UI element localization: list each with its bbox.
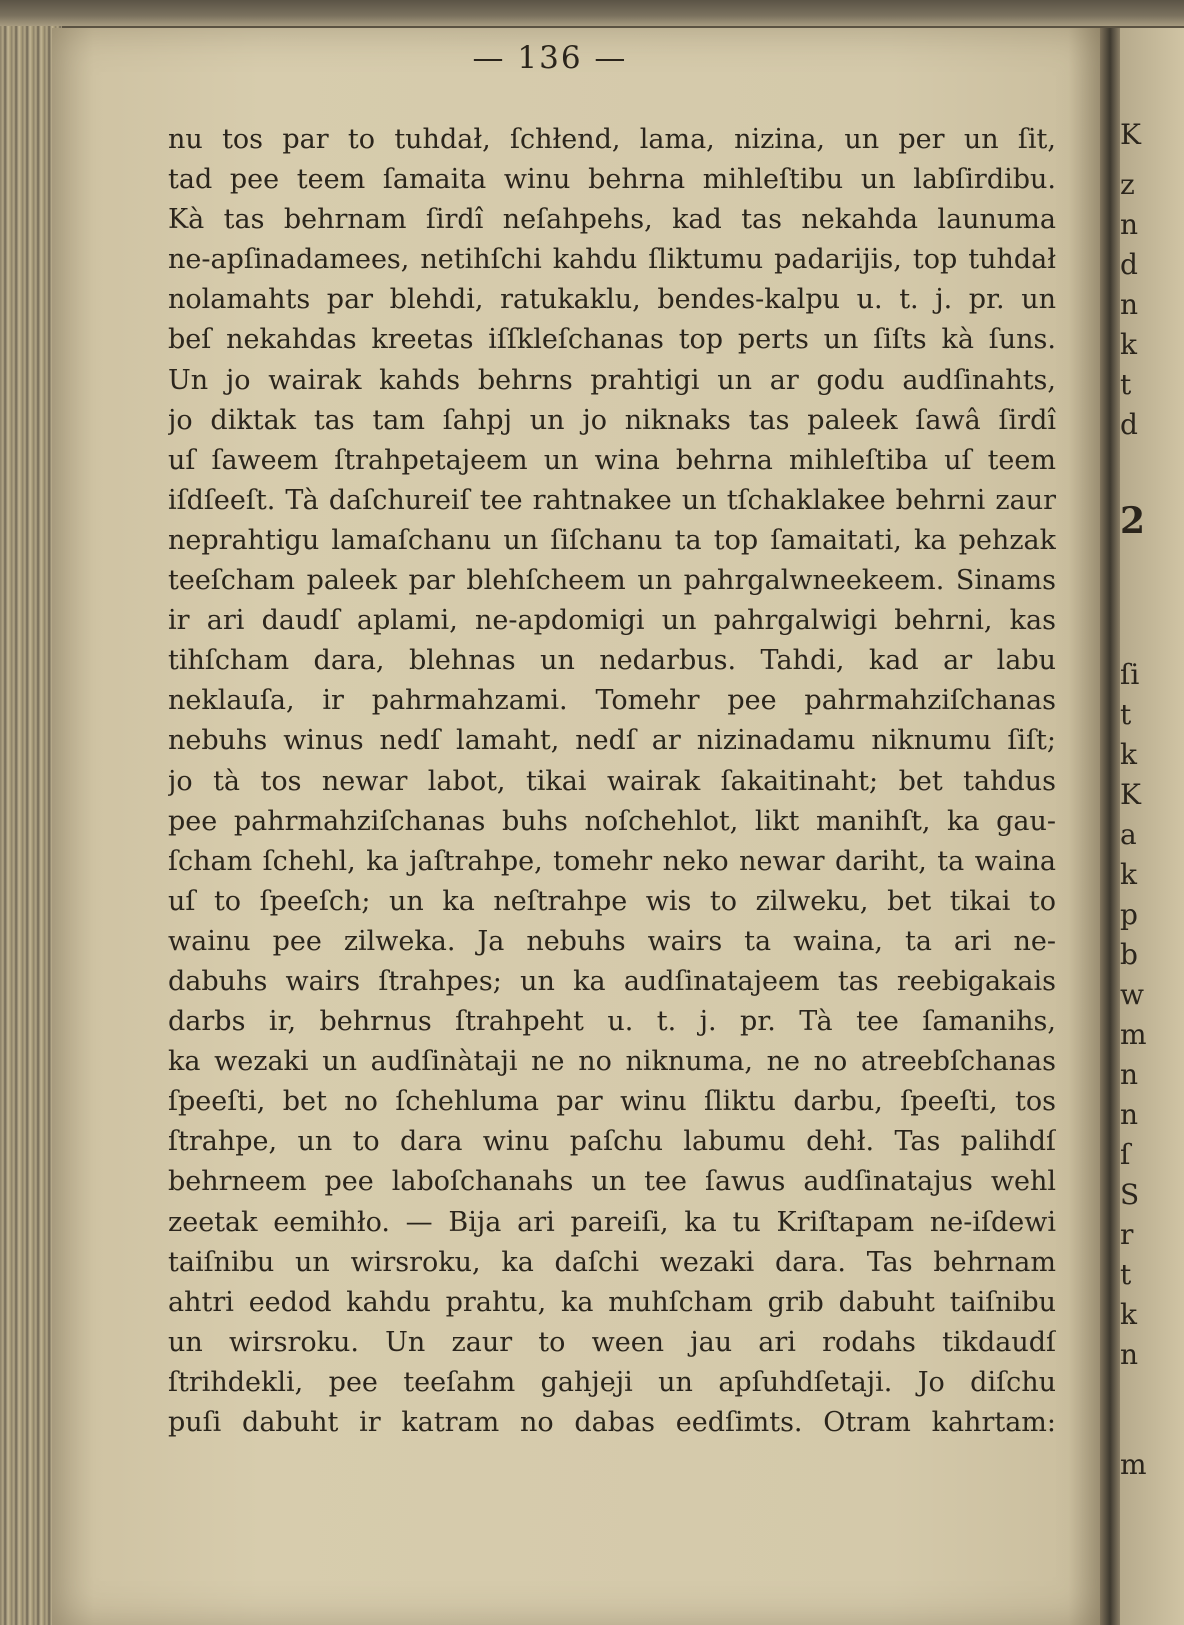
page-body-text [168, 120, 1056, 1443]
next-page-fragment: n [1120, 1058, 1139, 1091]
next-page-fragment: w [1120, 978, 1144, 1011]
text-line: ſtrahpe, un to dara winu paſchu labumu dehł. Tas palihdſ [168, 1126, 1056, 1158]
next-page-fragment: r [1120, 1218, 1134, 1251]
text-line: jo tà tos newar labot, tikai wairak ſakaitinaht; bet tahdus [168, 765, 1056, 797]
text-line: nolamahts par blehdi, ratukaklu, bendes-kalpu u. t. j. pr. un [168, 284, 1056, 316]
next-page-fragment: t [1120, 368, 1132, 401]
text-line: zeetak eemihło. — Bija ari pareiſi, ka tu Kriſtapam ne-iſdewi [168, 1206, 1056, 1238]
next-page-fragment: t [1120, 1258, 1132, 1291]
next-page-fragment: ſ [1120, 1138, 1131, 1171]
text-line: ſpeeſti, bet no ſchehluma par winu ſliktu darbu, ſpeeſti, tos [168, 1086, 1056, 1118]
next-page-fragment: t [1120, 698, 1132, 731]
next-page-fragment: S [1120, 1178, 1140, 1211]
text-line: jo diktak tas tam ſahpj un jo niknaks tas paleek ſawâ ſirdî [168, 404, 1056, 436]
text-line: tihſcham dara, blehnas un nedarbus. Tahdi, kad ar labu [168, 645, 1056, 677]
next-page-fragment: z [1120, 168, 1135, 201]
text-line: darbs ir, behrnus ſtrahpeht u. t. j. pr. Tà tee ſamanihs, [168, 1006, 1056, 1038]
text-line: behrneem pee laboſchanahs un tee ſawus audſinatajus wehl [168, 1166, 1056, 1198]
text-line: ka wezaki un audſinàtaji ne no niknuma, ne no atreebſchanas [168, 1046, 1056, 1078]
next-page-fragment: k [1120, 858, 1137, 891]
next-page-fragment: b [1120, 938, 1138, 971]
text-line: teeſcham paleek par blehſcheem un pahrgalwneekeem. Sinams [168, 565, 1056, 597]
text-line: ſtrihdekli, pee teeſahm gahjeji un apſuhdſetaji. Jo diſchu [168, 1366, 1056, 1398]
text-line: ne-apſinadamees, netihſchi kahdu ſliktumu padarijis, top tuhdał [168, 244, 1056, 276]
text-line: wainu pee zilweka. Ja nebuhs wairs ta waina, ta ari ne- [168, 925, 1056, 957]
text-line: ahtri eedod kahdu prahtu, ka muhſcham grib dabuht taiſnibu [168, 1286, 1056, 1318]
next-page-fragment: 2 [1120, 500, 1146, 542]
text-line: Kà tas behrnam ſirdî neſahpehs, kad tas nekahda launuma [168, 204, 1056, 236]
next-page-fragment: K [1120, 778, 1141, 811]
text-line: un wirsroku. Un zaur to ween jau ari rodahs tikdaudſ [168, 1326, 1056, 1358]
next-page-fragment: n [1120, 288, 1139, 321]
text-line: puſi dabuht ir katram no dabas eedſimts. Otram kahrtam: [168, 1407, 1056, 1438]
text-line: neklauſa, ir pahrmahzami. Tomehr pee pahrmahziſchanas [168, 685, 1056, 717]
next-page-fragment: ſi [1120, 658, 1140, 691]
next-page-fragment: d [1120, 408, 1138, 441]
next-page-fragment: n [1120, 1098, 1139, 1131]
text-line: Un jo wairak kahds behrns prahtigi un ar godu audſinahts, [168, 364, 1056, 396]
next-page-fragment: k [1120, 328, 1137, 361]
next-page-fragment: k [1120, 738, 1137, 771]
text-line: pee pahrmahziſchanas buhs noſchehlot, likt manihſt, ka gau- [168, 805, 1056, 837]
book-gutter [1100, 28, 1120, 1625]
text-line: taiſnibu un wirsroku, ka daſchi wezaki dara. Tas behrnam [168, 1246, 1056, 1278]
next-page-fragment: n [1120, 1338, 1139, 1371]
text-line: neprahtigu lamaſchanu un ſiſchanu ta top ſamaitati, ka pehzak [168, 524, 1056, 556]
book-top-edge [0, 0, 1184, 26]
page-number: — 136 — [472, 40, 628, 76]
text-line: uſ ſaweem ſtrahpetajeem un wina behrna mihleſtiba uſ teem [168, 444, 1056, 476]
next-page-fragment: K [1120, 118, 1141, 151]
text-line: ſcham ſchehl, ka jaſtrahpe, tomehr neko newar dariht, ta waina [168, 845, 1056, 877]
text-line: nu tos par to tuhdał, ſchłend, lama, nizina, un per un ſit, [168, 124, 1056, 155]
text-line: beſ nekahdas kreetas iſſkleſchanas top perts un ſiſts kà ſuns. [168, 324, 1056, 356]
next-page-fragment: m [1120, 1018, 1147, 1051]
next-page-fragment: k [1120, 1298, 1137, 1331]
next-page-fragment: d [1120, 248, 1138, 281]
next-page-fragment: n [1120, 208, 1139, 241]
text-line: dabuhs wairs ſtrahpes; un ka audſinatajeem tas reebigakais [168, 965, 1056, 997]
text-line: tad pee teem ſamaita winu behrna mihleſtibu un labſirdibu. [168, 164, 1056, 196]
next-page-fragment: p [1120, 898, 1138, 931]
text-line: ir ari daudſ aplami, ne-apdomigi un pahrgalwigi behrni, kas [168, 605, 1056, 637]
next-page-edge [1120, 28, 1184, 1625]
next-page-fragment: a [1120, 818, 1137, 851]
next-page-fragment: m [1120, 1448, 1147, 1481]
text-line: nebuhs winus nedſ lamaht, nedſ ar nizinadamu niknumu ſiſt; [168, 725, 1056, 757]
text-line: uſ to ſpeeſch; un ka neſtrahpe wis to zilweku, bet tikai to [168, 885, 1056, 917]
text-line: iſdſeeſt. Tà daſchureiſ tee rahtnakee un tſchaklakee behrni zaur [168, 484, 1056, 516]
